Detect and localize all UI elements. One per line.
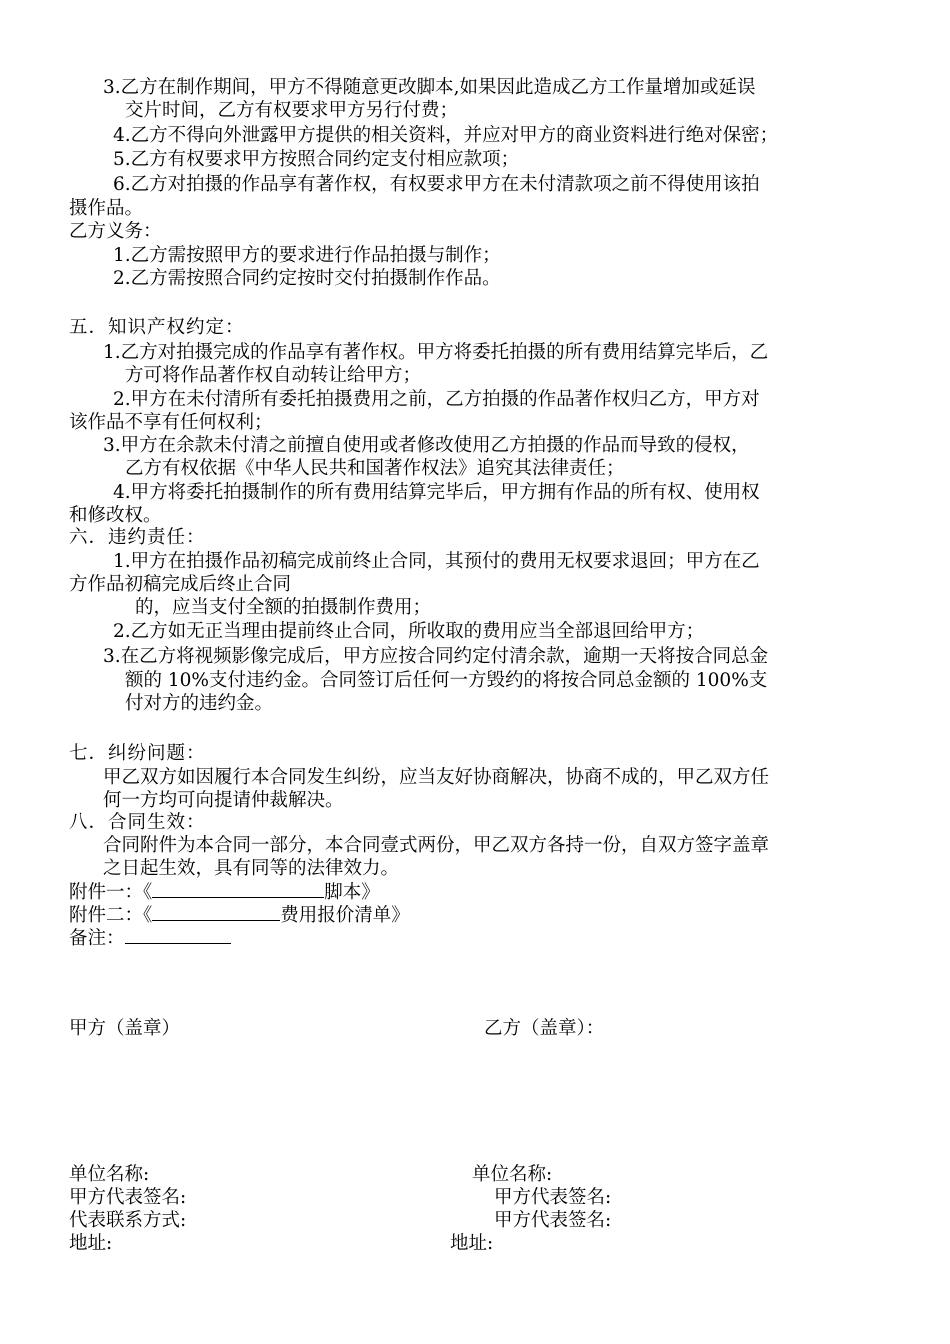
section-5-heading: 五．知识产权约定：: [69, 317, 245, 338]
clause-5-1-line1: 1.乙方对拍摄完成的作品享有著作权。甲方将委托拍摄的所有费用结算完毕后，乙: [103, 342, 769, 363]
duties-heading: 乙方义务：: [69, 221, 162, 242]
party-b-seal: 乙方（盖章）：: [484, 1018, 605, 1039]
clause-5-1-line2: 方可将作品著作权自动转让给甲方；: [125, 365, 422, 386]
clause-6-2: 2.乙方如无正当理由提前终止合同，所收取的费用应当全部退回给甲方；: [113, 621, 705, 642]
section-7-heading: 七．纠纷问题：: [69, 743, 206, 764]
remark-prefix: 备注：: [69, 928, 125, 949]
clause-4-3-line1: 3.乙方在制作期间，甲方不得随意更改脚本,如果因此造成乙方工作量增加或延误: [103, 77, 756, 98]
section-8-body-line1: 合同附件为本合同一部分，本合同壹式两份，甲乙双方各持一份，自双方签字盖章: [103, 835, 770, 856]
section-7-body-line2: 何一方均可向提请仲裁解决。: [103, 790, 344, 811]
clause-5-2-line1: 2.甲方在未付清所有委托拍摄费用之前，乙方拍摄的作品著作权归乙方，甲方对: [113, 389, 760, 410]
clause-4-3-line2: 交片时间，乙方有权要求甲方另行付费；: [125, 100, 459, 121]
attachment-1-suffix: 脚本》: [324, 882, 380, 903]
duty-2: 2.乙方需按照合同约定按时交付拍摄制作作品。: [113, 268, 501, 289]
attachment-2-prefix: 附件二：《: [69, 905, 153, 926]
attachment-1-prefix: 附件一：《: [69, 882, 153, 903]
party-a-seal: 甲方（盖章）: [69, 1018, 181, 1039]
right-address: 地址:: [450, 1233, 494, 1254]
section-6-heading: 六．违约责任：: [69, 527, 206, 548]
attachment-2-suffix: 费用报价清单》: [280, 905, 410, 926]
clause-4-6-line1: 6.乙方对拍摄的作品享有著作权，有权要求甲方在未付清款项之前不得使用该拍: [113, 174, 760, 195]
clause-6-1-line2: 方作品初稿完成后终止合同: [69, 574, 292, 595]
clause-4-4: 4.乙方不得向外泄露甲方提供的相关资料，并应对甲方的商业资料进行绝对保密；: [113, 125, 779, 146]
left-rep-signature: 甲方代表签名:: [69, 1187, 187, 1208]
clause-5-3-line1: 3.甲方在余款未付清之前擅自使用或者修改使用乙方拍摄的作品而导致的侵权，: [103, 435, 750, 456]
clause-4-5: 5.乙方有权要求甲方按照合同约定支付相应款项；: [113, 149, 520, 170]
right-org-name: 单位名称:: [472, 1164, 553, 1185]
left-address: 地址:: [69, 1233, 113, 1254]
clause-5-2-line2: 该作品不享有任何权利；: [69, 412, 273, 433]
section-8-body-line2: 之日起生效，具有同等的法律效力。: [103, 858, 400, 879]
duty-1: 1.乙方需按照甲方的要求进行作品拍摄与制作；: [113, 245, 501, 266]
right-rep-signature-1: 甲方代表签名:: [494, 1187, 612, 1208]
clause-5-3-line2: 乙方有权依据《中华人民共和国著作权法》追究其法律责任；: [125, 458, 625, 479]
section-8-heading: 八．合同生效：: [69, 812, 206, 833]
left-contact: 代表联系方式:: [69, 1210, 187, 1231]
clause-4-6-line2: 摄作品。: [69, 198, 144, 219]
remark: [69, 925, 231, 951]
attachment-1-blank[interactable]: [152, 879, 324, 898]
clause-6-3-line3: 付对方的违约金。: [125, 693, 274, 714]
attachment-2-blank[interactable]: [152, 902, 280, 921]
clause-6-1-line3: 的，应当支付全额的拍摄制作费用；: [135, 597, 432, 618]
clause-6-3-line1: 3.在乙方将视频影像完成后，甲方应按合同约定付清余款，逾期一天将按合同总金: [103, 646, 769, 667]
right-rep-signature-2: 甲方代表签名:: [494, 1210, 612, 1231]
clause-6-1-line1: 1.甲方在拍摄作品初稿完成前终止合同，其预付的费用无权要求退回；甲方在乙: [113, 551, 760, 572]
left-org-name: 单位名称:: [69, 1164, 150, 1185]
section-7-body-line1: 甲乙双方如因履行本合同发生纠纷，应当友好协商解决，协商不成的，甲乙双方任: [103, 767, 770, 788]
clause-6-3-line2: 额的 10%支付违约金。合同签订后任何一方毁约的将按合同总金额的 100%支: [125, 670, 768, 691]
clause-5-4-line1: 4.甲方将委托拍摄制作的所有费用结算完毕后，甲方拥有作品的所有权、使用权: [113, 482, 760, 503]
clause-5-4-line2: 和修改权。: [69, 505, 162, 526]
remark-blank[interactable]: [125, 925, 231, 944]
